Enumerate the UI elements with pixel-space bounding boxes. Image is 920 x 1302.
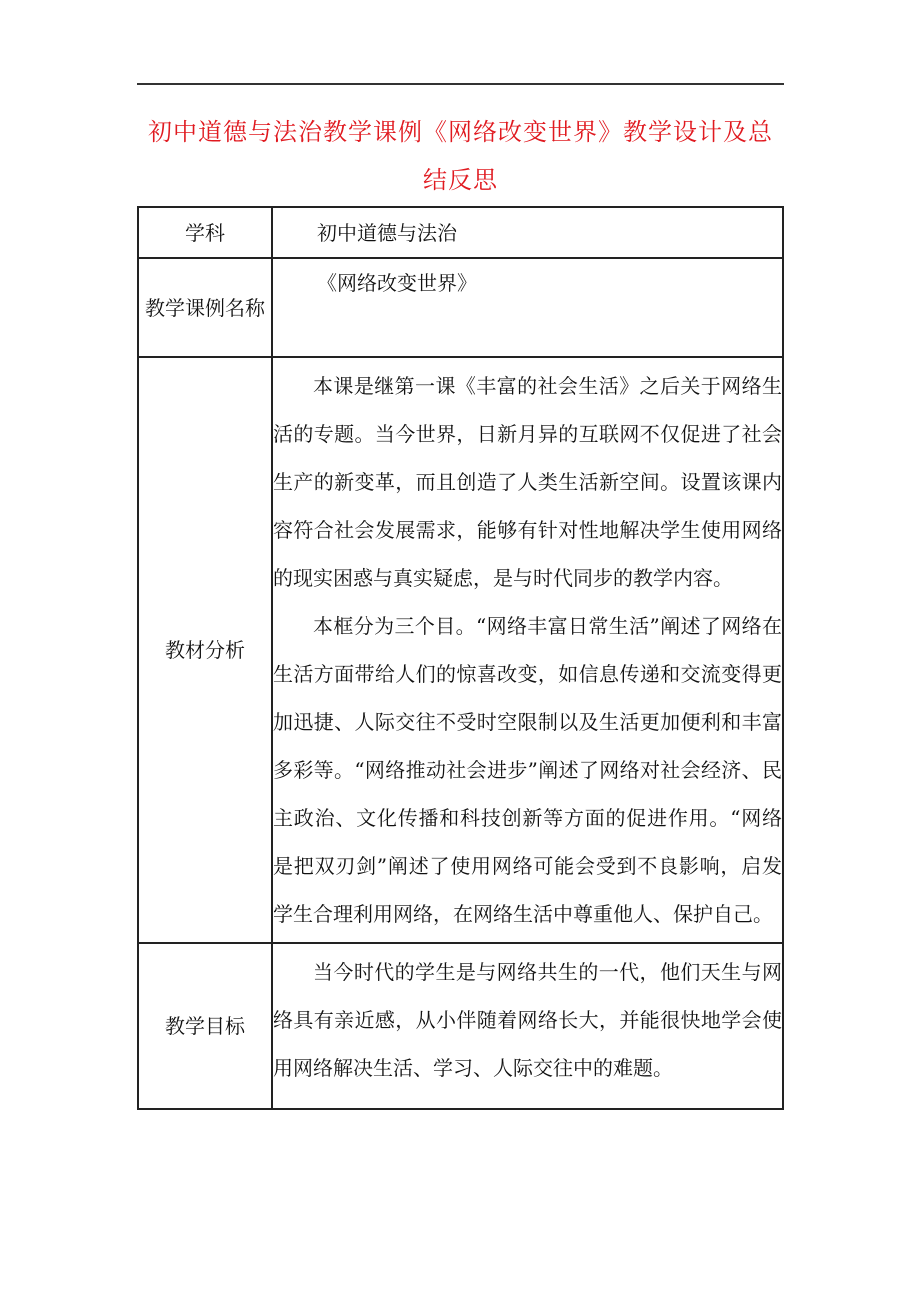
analysis-paragraph-2: 本框分为三个目。“网络丰富日常生活”阐述了网络在生活方面带给人们的惊喜改变，如信息传递和交流变得更加迅捷、人际交往不受时空限制以及生活更加便利和丰富多彩等。“网络推动社会进步”阐述了网络对社会经济、民主政治、文化传播和科技创新等方面的促进作用。“网络是把双刃剑”阐述了使用网络可能会受到不良影响，启发学生合理利用网络，在网络生活中尊重他人、保护自己。 xyxy=(273,614,782,926)
row-label-textbook-analysis: 教材分析 xyxy=(138,357,272,943)
table-row-lesson-name xyxy=(138,258,783,357)
goals-paragraph-1: 当今时代的学生是与网络共生的一代，他们天生与网络具有亲近感，从小伴随着网络长大，并能很快地学会使用网络解决生活、学习、人际交往中的难题。 xyxy=(273,960,782,1080)
row-content-teaching-goals xyxy=(272,943,783,1109)
row-label-lesson-name: 教学课例名称 xyxy=(138,258,272,357)
row-label-subject: 学科 xyxy=(138,207,272,258)
table-row-textbook-analysis xyxy=(138,357,783,943)
table-row-subject xyxy=(138,207,783,258)
row-content-textbook-analysis xyxy=(272,357,783,943)
analysis-paragraph-1: 本课是继第一课《丰富的社会生活》之后关于网络生活的专题。当今世界，日新月异的互联网不仅促进了社会生产的新变革，而且创造了人类生活新空间。设置该课内容符合社会发展需求，能够有针对性地解决学生使用网络的现实困惑与真实疑虑，是与时代同步的教学内容。 xyxy=(273,374,782,590)
lesson-design-table xyxy=(137,206,784,1110)
subject-value: 初中道德与法治 xyxy=(317,220,457,245)
row-content-subject xyxy=(272,207,783,258)
table-row-teaching-goals xyxy=(138,943,783,1109)
header-rule xyxy=(137,83,784,85)
document-title: 初中道德与法治教学课例《网络改变世界》教学设计及总结反思 xyxy=(148,118,773,194)
lesson-name-value: 《网络改变世界》 xyxy=(317,271,477,295)
row-content-lesson-name xyxy=(272,258,783,357)
row-label-teaching-goals: 教学目标 xyxy=(138,943,272,1109)
